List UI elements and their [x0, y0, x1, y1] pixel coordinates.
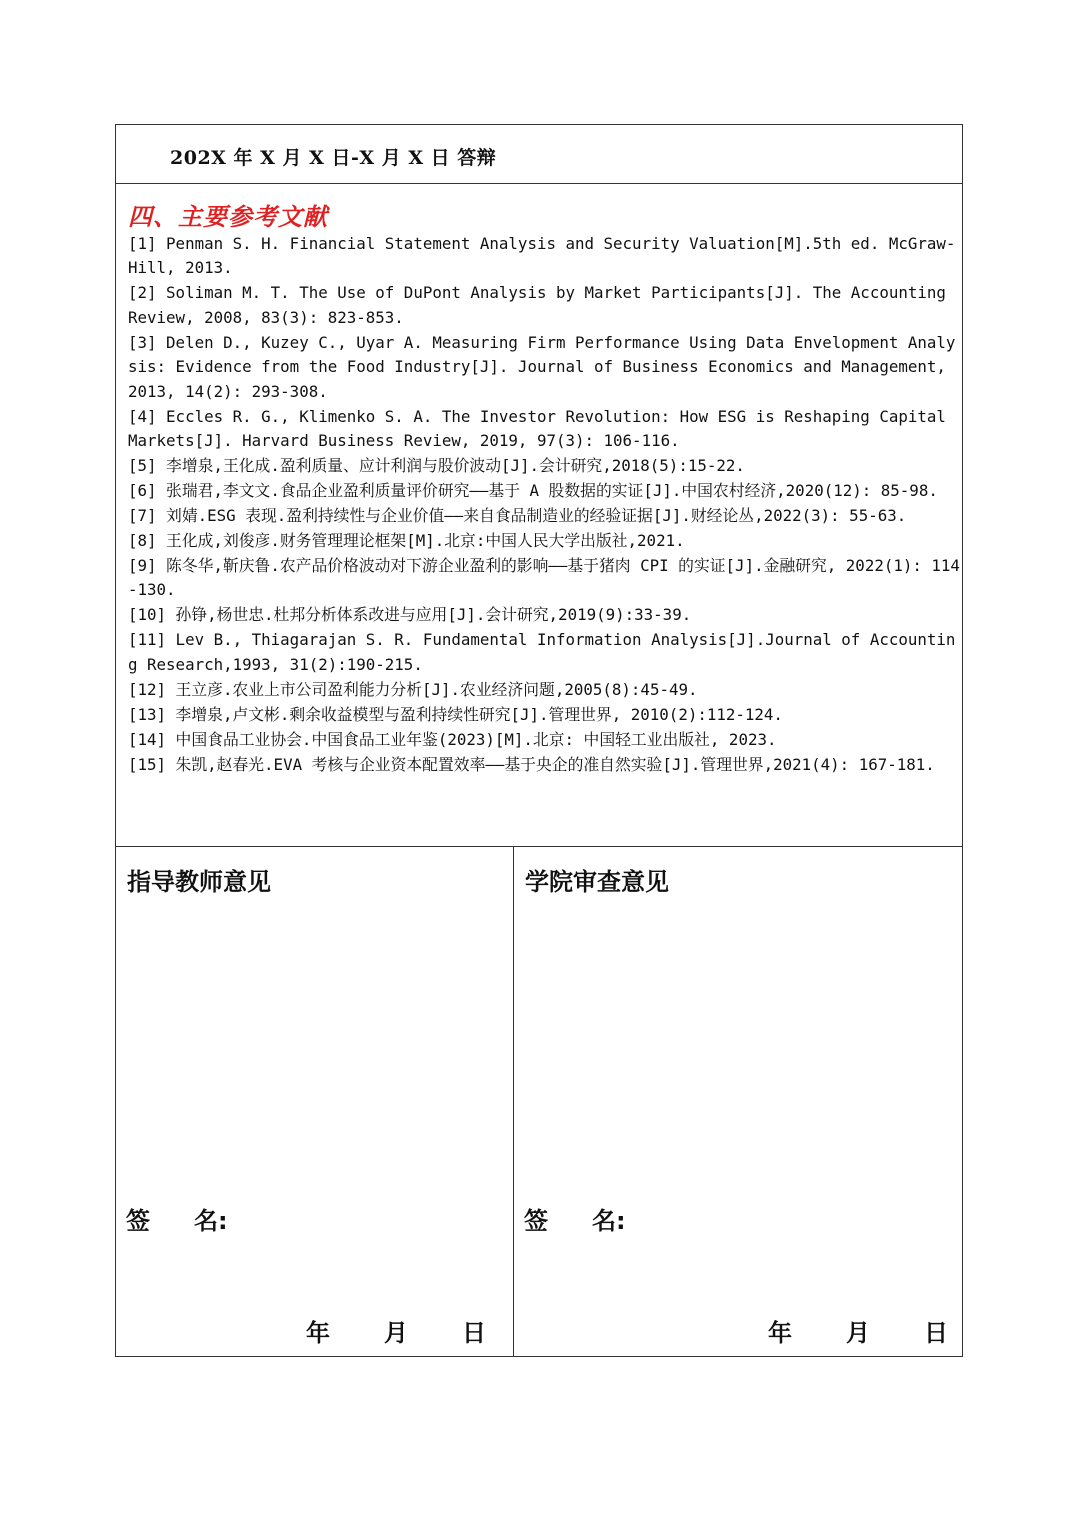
advisor-signature-label: 签 名: — [126, 1207, 228, 1235]
college-review-title: 学院审查意见 — [525, 868, 669, 896]
reference-item: [12] 王立彦.农业上市公司盈利能力分析[J].农业经济问题,2005(8):45-49. — [128, 679, 698, 699]
advisor-date-fields — [306, 1313, 486, 1348]
day-label: 日 — [462, 1319, 486, 1347]
references-heading: 四、主要参考文献 — [128, 202, 328, 231]
reference-item: [2] Soliman M. T. The Use of DuPont Analysis by Market Participants[J]. The Accounting Review, 2008, 83(3): 823-853. — [128, 283, 946, 327]
month-label: 月 — [846, 1319, 870, 1347]
reference-item: [15] 朱凯,赵春光.EVA 考核与企业资本配置效率——基于央企的准自然实验[J].管理世界,2021(4): 167-181. — [128, 754, 935, 774]
reference-item: [3] Delen D., Kuzey C., Uyar A. Measuring Firm Performance Using Data Envelopment Analysis: Evidence from the Food Industry[J]. Journal of Business Economics and Management, 2013, 14(2): 293-308. — [128, 332, 956, 401]
advisor-opinion-title: 指导教师意见 — [127, 868, 271, 896]
month-label: 月 — [384, 1319, 408, 1347]
reference-item: [14] 中国食品工业协会.中国食品工业年鉴(2023)[M].北京: 中国轻工业出版社, 2023. — [128, 729, 777, 749]
day-label: 日 — [924, 1319, 948, 1347]
reference-item: [6] 张瑞君,李文文.食品企业盈利质量评价研究——基于 A 股数据的实证[J].中国农村经济,2020(12): 85-98. — [128, 481, 938, 501]
form-table — [115, 124, 963, 1357]
reference-item: [13] 李增泉,卢文彬.剩余收益模型与盈利持续性研究[J].管理世界, 2010(2):112-124. — [128, 704, 783, 724]
reference-item: [8] 王化成,刘俊彦.财务管理理论框架[M].北京:中国人民大学出版社,2021. — [128, 531, 685, 551]
reference-item: [7] 刘婧.ESG 表现.盈利持续性与企业价值——来自食品制造业的经验证据[J].财经论丛,2022(3): 55-63. — [128, 506, 907, 526]
reference-list — [128, 232, 962, 778]
opinions-row — [116, 847, 962, 1356]
reference-item: [9] 陈冬华,靳庆鲁.农产品价格波动对下游企业盈利的影响——基于猪肉 CPI 的实证[J].金融研究, 2022(1): 114-130. — [128, 556, 960, 600]
reference-item: [10] 孙铮,杨世忠.杜邦分析体系改进与应用[J].会计研究,2019(9):33-39. — [128, 605, 692, 625]
year-label: 年 — [306, 1319, 330, 1347]
reference-item: [4] Eccles R. G., Klimenko S. A. The Investor Revolution: How ESG is Reshaping Capital Markets[J]. Harvard Business Review, 2019, 97(3): 106-116. — [128, 406, 946, 451]
college-review-cell[interactable] — [514, 847, 962, 1356]
college-date-fields — [768, 1313, 948, 1348]
references-section — [116, 184, 962, 847]
year-label: 年 — [768, 1319, 792, 1347]
reference-item: [11] Lev B., Thiagarajan S. R. Fundamental Information Analysis[J].Journal of Accounting Research,1993, 31(2):190-215. — [128, 630, 956, 674]
schedule-row — [116, 125, 962, 184]
reference-item: [5] 李增泉,王化成.盈利质量、应计利润与股价波动[J].会计研究,2018(5):15-22. — [128, 456, 745, 476]
reference-item: [1] Penman S. H. Financial Statement Analysis and Security Valuation[M].5th ed. McGraw-Hill, 2013. — [128, 234, 956, 278]
college-signature-label: 签 名: — [524, 1207, 626, 1235]
defense-schedule: 202X 年 X 月 X 日-X 月 X 日 答辩 — [170, 147, 497, 169]
advisor-opinion-cell[interactable] — [116, 847, 514, 1356]
